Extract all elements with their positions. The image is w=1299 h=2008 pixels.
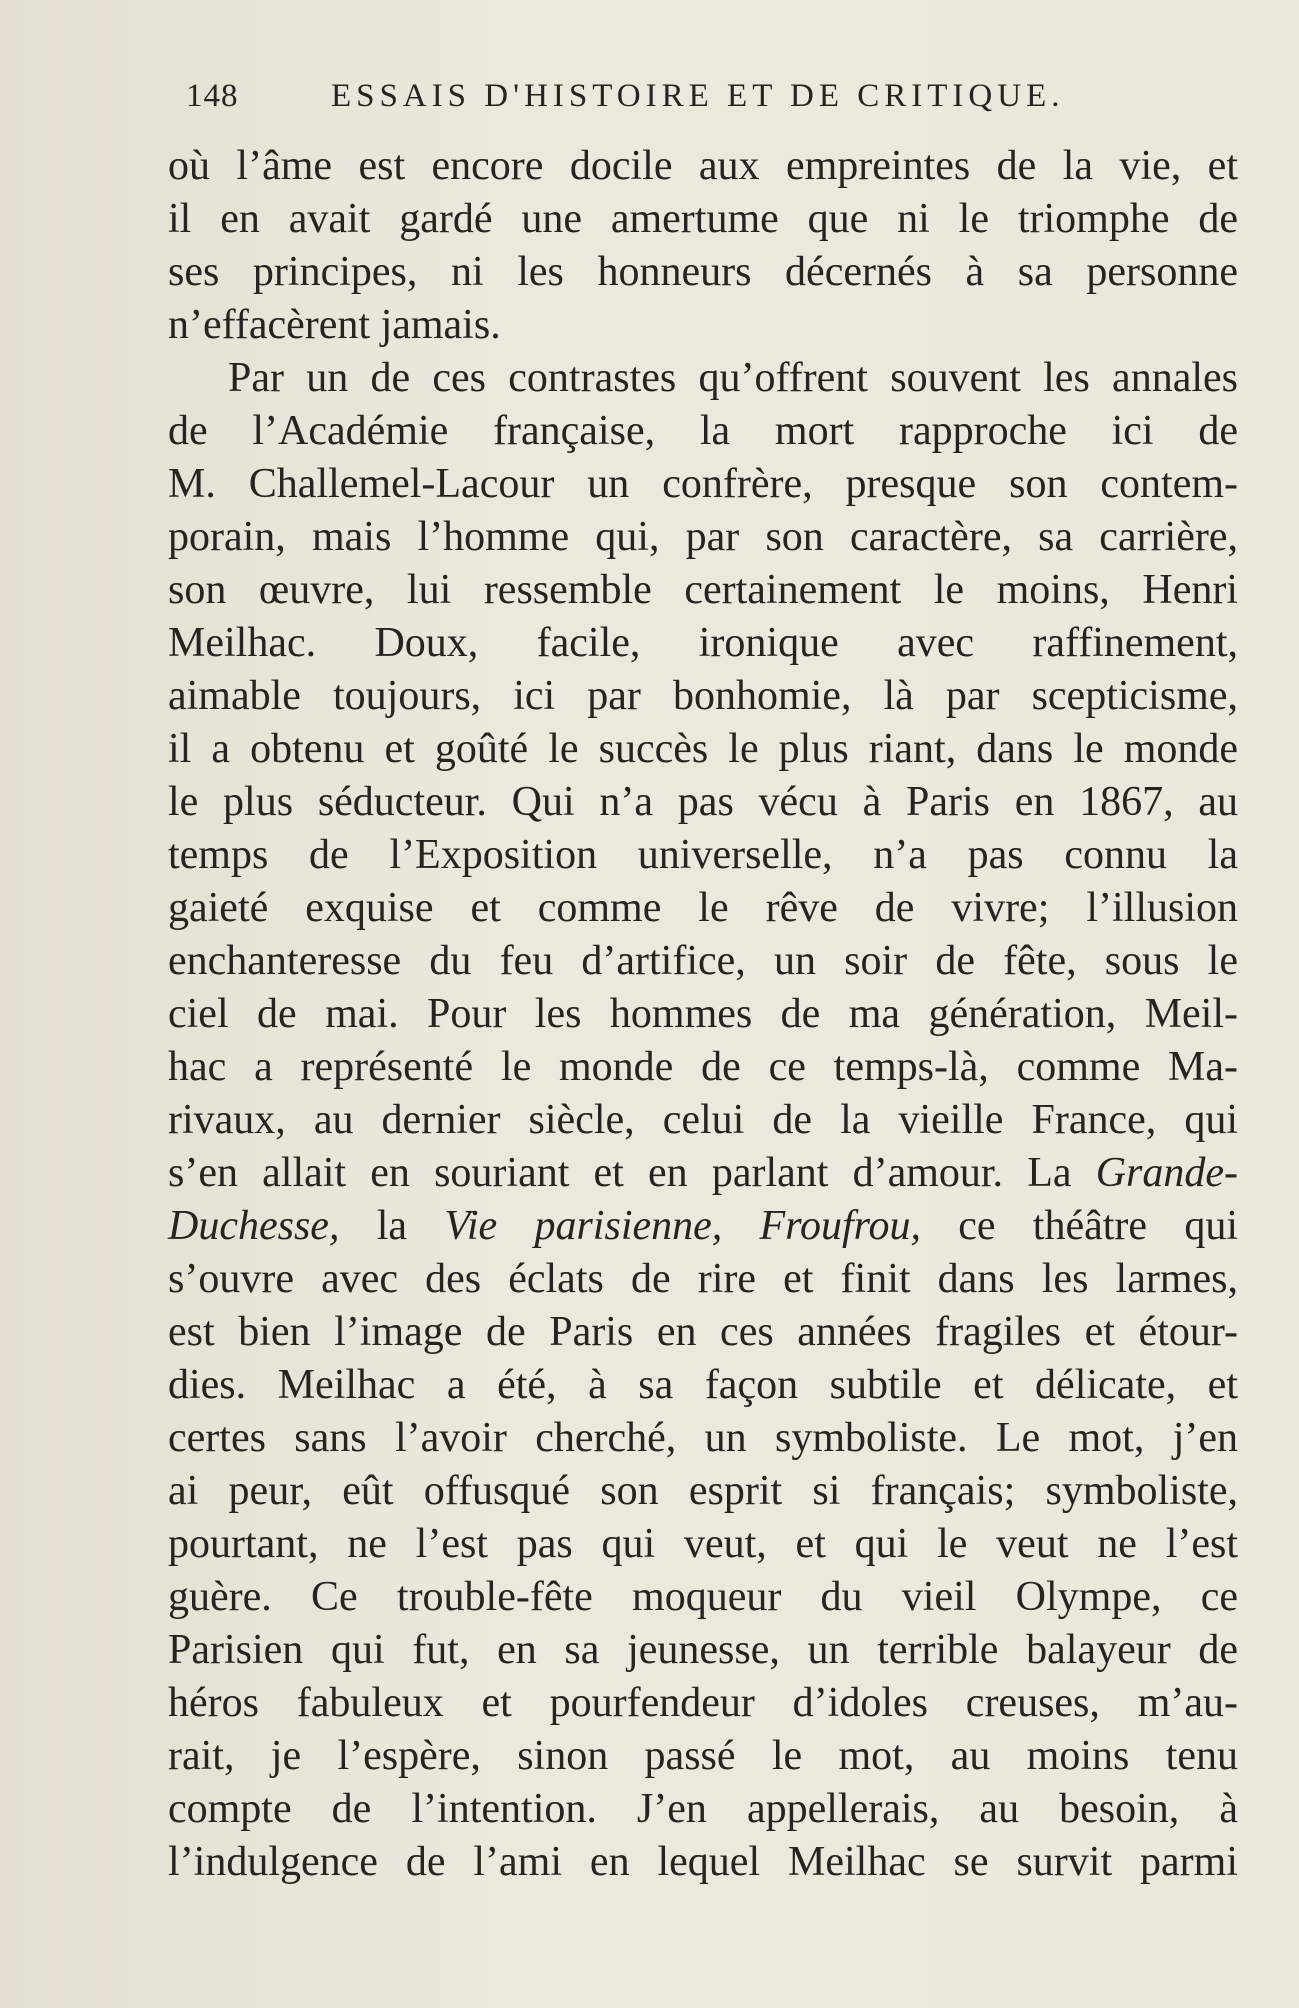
text-line: l’indulgence de l’ami en lequel Meilhac se survit parmi [168, 1839, 1238, 1885]
italic-title: Duchesse, [168, 1203, 340, 1249]
text-line: porain, mais l’homme qui, par son caractère, sa carrière, [168, 514, 1238, 560]
text-line: Parisien qui fut, en sa jeunesse, un terrible balayeur de [168, 1627, 1238, 1673]
body-text [168, 140, 1238, 1889]
text-line: ses principes, ni les honneurs décernés à sa personne [168, 249, 1238, 295]
page-header [186, 78, 1256, 128]
text-line: s’ouvre avec des éclats de rire et finit dans les larmes, [168, 1256, 1238, 1302]
text-line: Par un de ces contrastes qu’offrent souvent les annales [228, 355, 1238, 401]
text-line: compte de l’intention. J’en appellerais, au besoin, à [168, 1786, 1238, 1832]
text-line: M. Challemel-Lacour un confrère, presque son contem- [168, 461, 1238, 507]
text-line: guère. Ce trouble-fête moqueur du vieil Olympe, ce [168, 1574, 1238, 1620]
text-line: Meilhac. Doux, facile, ironique avec raffinement, [168, 620, 1238, 666]
text-line: dies. Meilhac a été, à sa façon subtile et délicate, et [168, 1362, 1238, 1408]
text-segment: la [339, 1203, 445, 1249]
text-line: aimable toujours, ici par bonhomie, là par scepticisme, [168, 673, 1238, 719]
text-line: ciel de mai. Pour les hommes de ma génération, Meil- [168, 991, 1238, 1037]
text-line-with-italic [168, 1200, 1238, 1253]
running-title: ESSAIS D'HISTOIRE ET DE CRITIQUE. [331, 78, 1065, 114]
text-line: son œuvre, lui ressemble certainement le moins, Henri [168, 567, 1238, 613]
text-line-with-italic [168, 1147, 1238, 1200]
text-line: gaieté exquise et comme le rêve de vivre; l’illusion [168, 885, 1238, 931]
text-line: ai peur, eût offusqué son esprit si français; symboliste, [168, 1468, 1238, 1514]
text-line: de l’Académie française, la mort rapproche ici de [168, 408, 1238, 454]
text-line: le plus séducteur. Qui n’a pas vécu à Paris en 1867, au [168, 779, 1238, 825]
text-line: il en avait gardé une amertume que ni le triomphe de [168, 196, 1238, 242]
text-line: certes sans l’avoir cherché, un symboliste. Le mot, j’en [168, 1415, 1238, 1461]
text-line: rivaux, au dernier siècle, celui de la vieille France, qui [168, 1097, 1238, 1143]
page-number: 148 [186, 78, 239, 114]
text-line: temps de l’Exposition universelle, n’a pas connu la [168, 832, 1238, 878]
text-segment: s’en allait en souriant et en parlant d’amour. La [168, 1150, 1096, 1196]
italic-title: Grande- [1095, 1150, 1238, 1196]
text-line: où l’âme est encore docile aux empreintes de la vie, et [168, 143, 1238, 189]
text-line: héros fabuleux et pourfendeur d’idoles creuses, m’au- [168, 1680, 1238, 1726]
text-line: enchanteresse du feu d’artifice, un soir de fête, sous le [168, 938, 1238, 984]
text-segment: ce théâtre qui [920, 1203, 1238, 1249]
text-line: pourtant, ne l’est pas qui veut, et qui le veut ne l’est [168, 1521, 1238, 1567]
text-line: rait, je l’espère, sinon passé le mot, au moins tenu [168, 1733, 1238, 1779]
italic-title: Vie parisienne, Froufrou, [444, 1203, 921, 1249]
text-line: est bien l’image de Paris en ces années fragiles et étour- [168, 1309, 1238, 1355]
text-line: hac a représenté le monde de ce temps-là, comme Ma- [168, 1044, 1238, 1090]
text-line: il a obtenu et goûté le succès le plus riant, dans le monde [168, 726, 1238, 772]
text-line: n’effacèrent jamais. [168, 302, 501, 348]
